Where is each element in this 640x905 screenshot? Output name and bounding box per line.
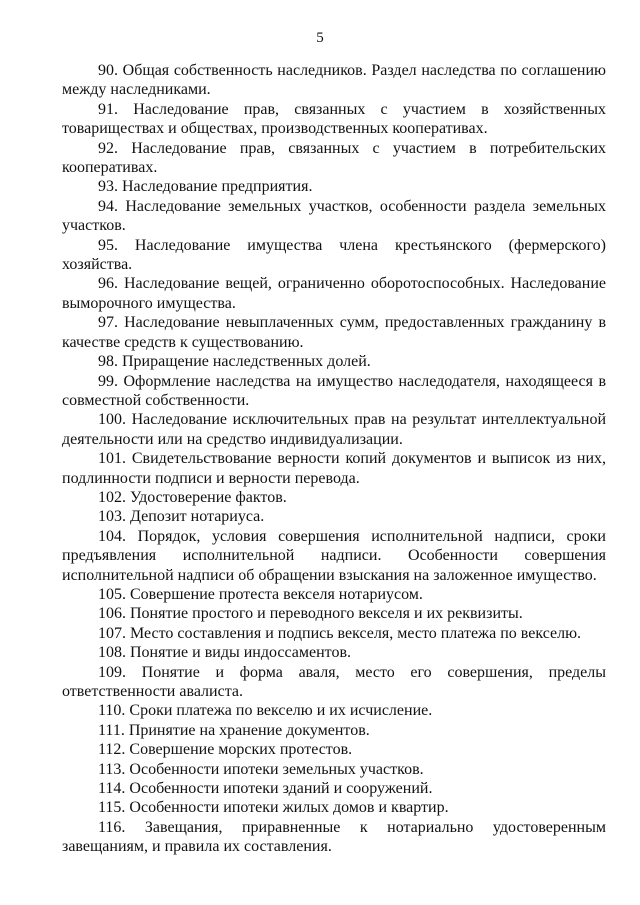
list-item: 102. Удостоверение фактов. — [98, 488, 287, 506]
list-item: 94. Наследование земельных участков, особенности раздела земельных участков. — [62, 197, 606, 235]
list-item: 97. Наследование невыплаченных сумм, предоставленных гражданину в качестве средств к существованию. — [62, 314, 606, 351]
list-item: 110. Сроки платежа по векселю и их исчисление. — [98, 702, 433, 720]
list-item: 100. Наследование исключительных прав на результат интеллектуальной деятельности или на средство индивидуализации. — [62, 411, 606, 448]
list-item: 98. Приращение наследственных долей. — [98, 353, 371, 371]
list-item: 96. Наследование вещей, ограниченно оборотоспособных. Наследование выморочного имущества. — [62, 275, 606, 312]
list-item: 103. Депозит нотариуса. — [98, 508, 265, 526]
list-item: 111. Принятие на хранение документов. — [98, 721, 370, 739]
list-item: 91. Наследование прав, связанных с участием в хозяйственных товариществах и обществах, производственных кооперативах. — [62, 100, 606, 138]
list-item: 106. Понятие простого и переводного векселя и их реквизиты. — [98, 605, 523, 623]
document-body — [62, 61, 606, 857]
list-item: 107. Место составления и подпись векселя, место платежа по векселю. — [98, 624, 582, 642]
list-item: 93. Наследование предприятия. — [98, 178, 313, 196]
list-item: 113. Особенности ипотеки земельных участков. — [98, 760, 424, 778]
list-item: 104. Порядок, условия совершения исполнительной надписи, сроки предъявления исполнительной надписи. Особенности совершения исполнительной надписи об обращении взыскания на заложенное имущество. — [62, 527, 606, 584]
list-item: 92. Наследование прав, связанных с участием в потребительских кооперативах. — [62, 139, 606, 177]
list-item: 95. Наследование имущества члена крестьянского (фермерского) хозяйства. — [62, 236, 606, 274]
list-item: 101. Свидетельствование верности копий документов и выписок из них, подлинности подписи и верности перевода. — [62, 450, 606, 487]
page-number: 5 — [316, 30, 324, 46]
list-item: 90. Общая собственность наследников. Раздел наследства по соглашению между наследниками. — [62, 62, 606, 99]
list-item: 108. Понятие и виды индоссаментов. — [98, 644, 351, 662]
list-item: 114. Особенности ипотеки зданий и сооружений. — [98, 780, 433, 798]
list-item: 105. Совершение протеста векселя нотариусом. — [98, 585, 423, 603]
list-item: 112. Совершение морских протестов. — [98, 741, 353, 759]
list-item: 109. Понятие и форма аваля, место его совершения, пределы ответственности авалиста. — [62, 663, 606, 700]
list-item: 99. Оформление наследства на имущество наследодателя, находящееся в совместной собственности. — [62, 372, 606, 409]
list-item: 116. Завещания, приравненные к нотариально удостоверенным завещаниям, и правила их составления. — [62, 818, 606, 856]
list-item: 115. Особенности ипотеки жилых домов и квартир. — [98, 799, 449, 817]
